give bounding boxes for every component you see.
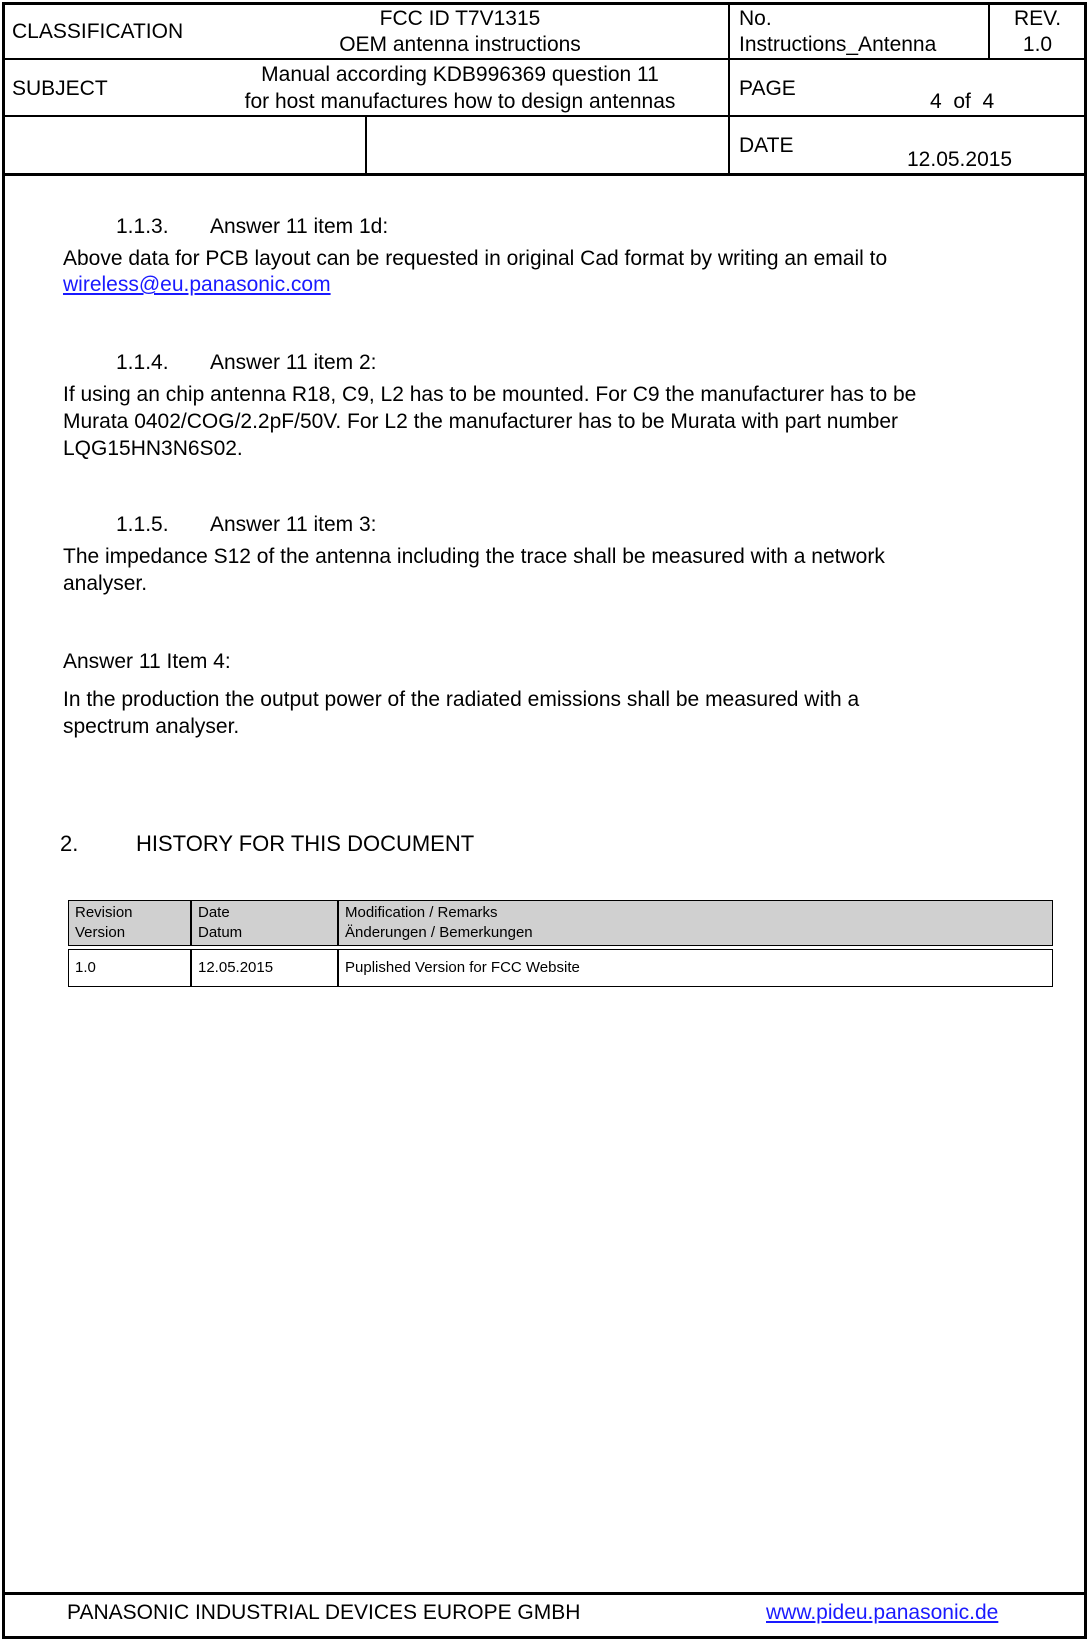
doc-number-label: No.: [739, 7, 772, 30]
doc-number-value: Instructions_Antenna: [739, 33, 937, 56]
section-1-1-5-line-2: analyser.: [63, 572, 148, 595]
subject-line-2: for host manufactures how to design antennas: [244, 90, 676, 113]
date-label: DATE: [739, 134, 794, 157]
section-1-1-3-number: 1.1.3.: [116, 215, 169, 238]
cell-revision: 1.0: [68, 949, 191, 987]
section-1-1-5-number: 1.1.5.: [116, 513, 169, 536]
header-row-divider-2: [2, 115, 1087, 117]
header-revision-line-2: Version: [75, 924, 126, 941]
footer-company: PANASONIC INDUSTRIAL DEVICES EUROPE GMBH: [67, 1601, 581, 1624]
page-number: 4 of 4: [930, 90, 995, 113]
revision-value: 1.0: [1022, 33, 1053, 56]
section-1-1-4-line-2: Murata 0402/COG/2.2pF/50V. For L2 the manufacturer has to be Murata with part number: [63, 410, 898, 433]
classification-label: CLASSIFICATION: [12, 20, 184, 43]
header-remarks-line-1: Modification / Remarks: [345, 904, 498, 921]
header-row-divider-1: [2, 58, 1087, 60]
item-4-line-1: In the production the output power of the radiated emissions shall be measured with a: [63, 688, 860, 711]
header-col-divider-empty: [365, 116, 367, 175]
header-date-line-1: Date: [198, 904, 230, 921]
revision-label: REV.: [1013, 7, 1062, 30]
subject-line-1: Manual according KDB996369 question 11: [261, 63, 659, 86]
section-1-1-3-text: Above data for PCB layout can be requested in original Cad format by writing an email to: [63, 247, 888, 270]
section-2-number: 2.: [60, 831, 79, 856]
table-row: [68, 949, 1053, 987]
header-remarks-line-2: Änderungen / Bemerkungen: [345, 924, 533, 941]
header-bottom-border: [2, 173, 1087, 176]
page-label: PAGE: [739, 77, 796, 100]
section-1-1-3-title: Answer 11 item 1d:: [210, 215, 389, 238]
section-1-1-5-line-1: The impedance S12 of the antenna including the trace shall be measured with a network: [63, 545, 885, 568]
section-1-1-4-title: Answer 11 item 2:: [210, 351, 377, 374]
cell-remarks: Puplished Version for FCC Website: [338, 949, 1053, 987]
section-1-1-4-line-1: If using an chip antenna R18, C9, L2 has to be mounted. For C9 the manufacturer has to be: [63, 383, 917, 406]
frame-left-border: [2, 2, 5, 1637]
footer-top-border: [2, 1592, 1087, 1595]
subject-label: SUBJECT: [12, 77, 108, 100]
header-cell-revision: [68, 900, 191, 946]
frame-top-border: [2, 2, 1087, 5]
header-cell-remarks: [338, 900, 1053, 946]
header-revision-line-1: Revision: [75, 904, 133, 921]
cell-date: 12.05.2015: [191, 949, 338, 987]
header-cell-date: [191, 900, 338, 946]
fcc-id: FCC ID T7V1315: [379, 7, 541, 30]
header-date-line-2: Datum: [198, 924, 243, 941]
section-1-1-5-title: Answer 11 item 3:: [210, 513, 377, 536]
item-4-line-2: spectrum analyser.: [63, 715, 240, 738]
history-table: [68, 900, 1053, 987]
section-1-1-4-line-3: LQG15HN3N6S02.: [63, 437, 243, 460]
date-value: 12.05.2015: [907, 148, 1013, 171]
section-1-1-4-number: 1.1.4.: [116, 351, 169, 374]
history-table-header-row: [68, 900, 1053, 946]
footer-website-link[interactable]: www.pideu.panasonic.de: [766, 1601, 999, 1624]
section-2-title: HISTORY FOR THIS DOCUMENT: [136, 831, 475, 856]
item-4-title: Answer 11 Item 4:: [63, 650, 231, 673]
fcc-subtitle: OEM antenna instructions: [339, 33, 581, 56]
support-email-link[interactable]: wireless@eu.panasonic.com: [63, 273, 331, 296]
